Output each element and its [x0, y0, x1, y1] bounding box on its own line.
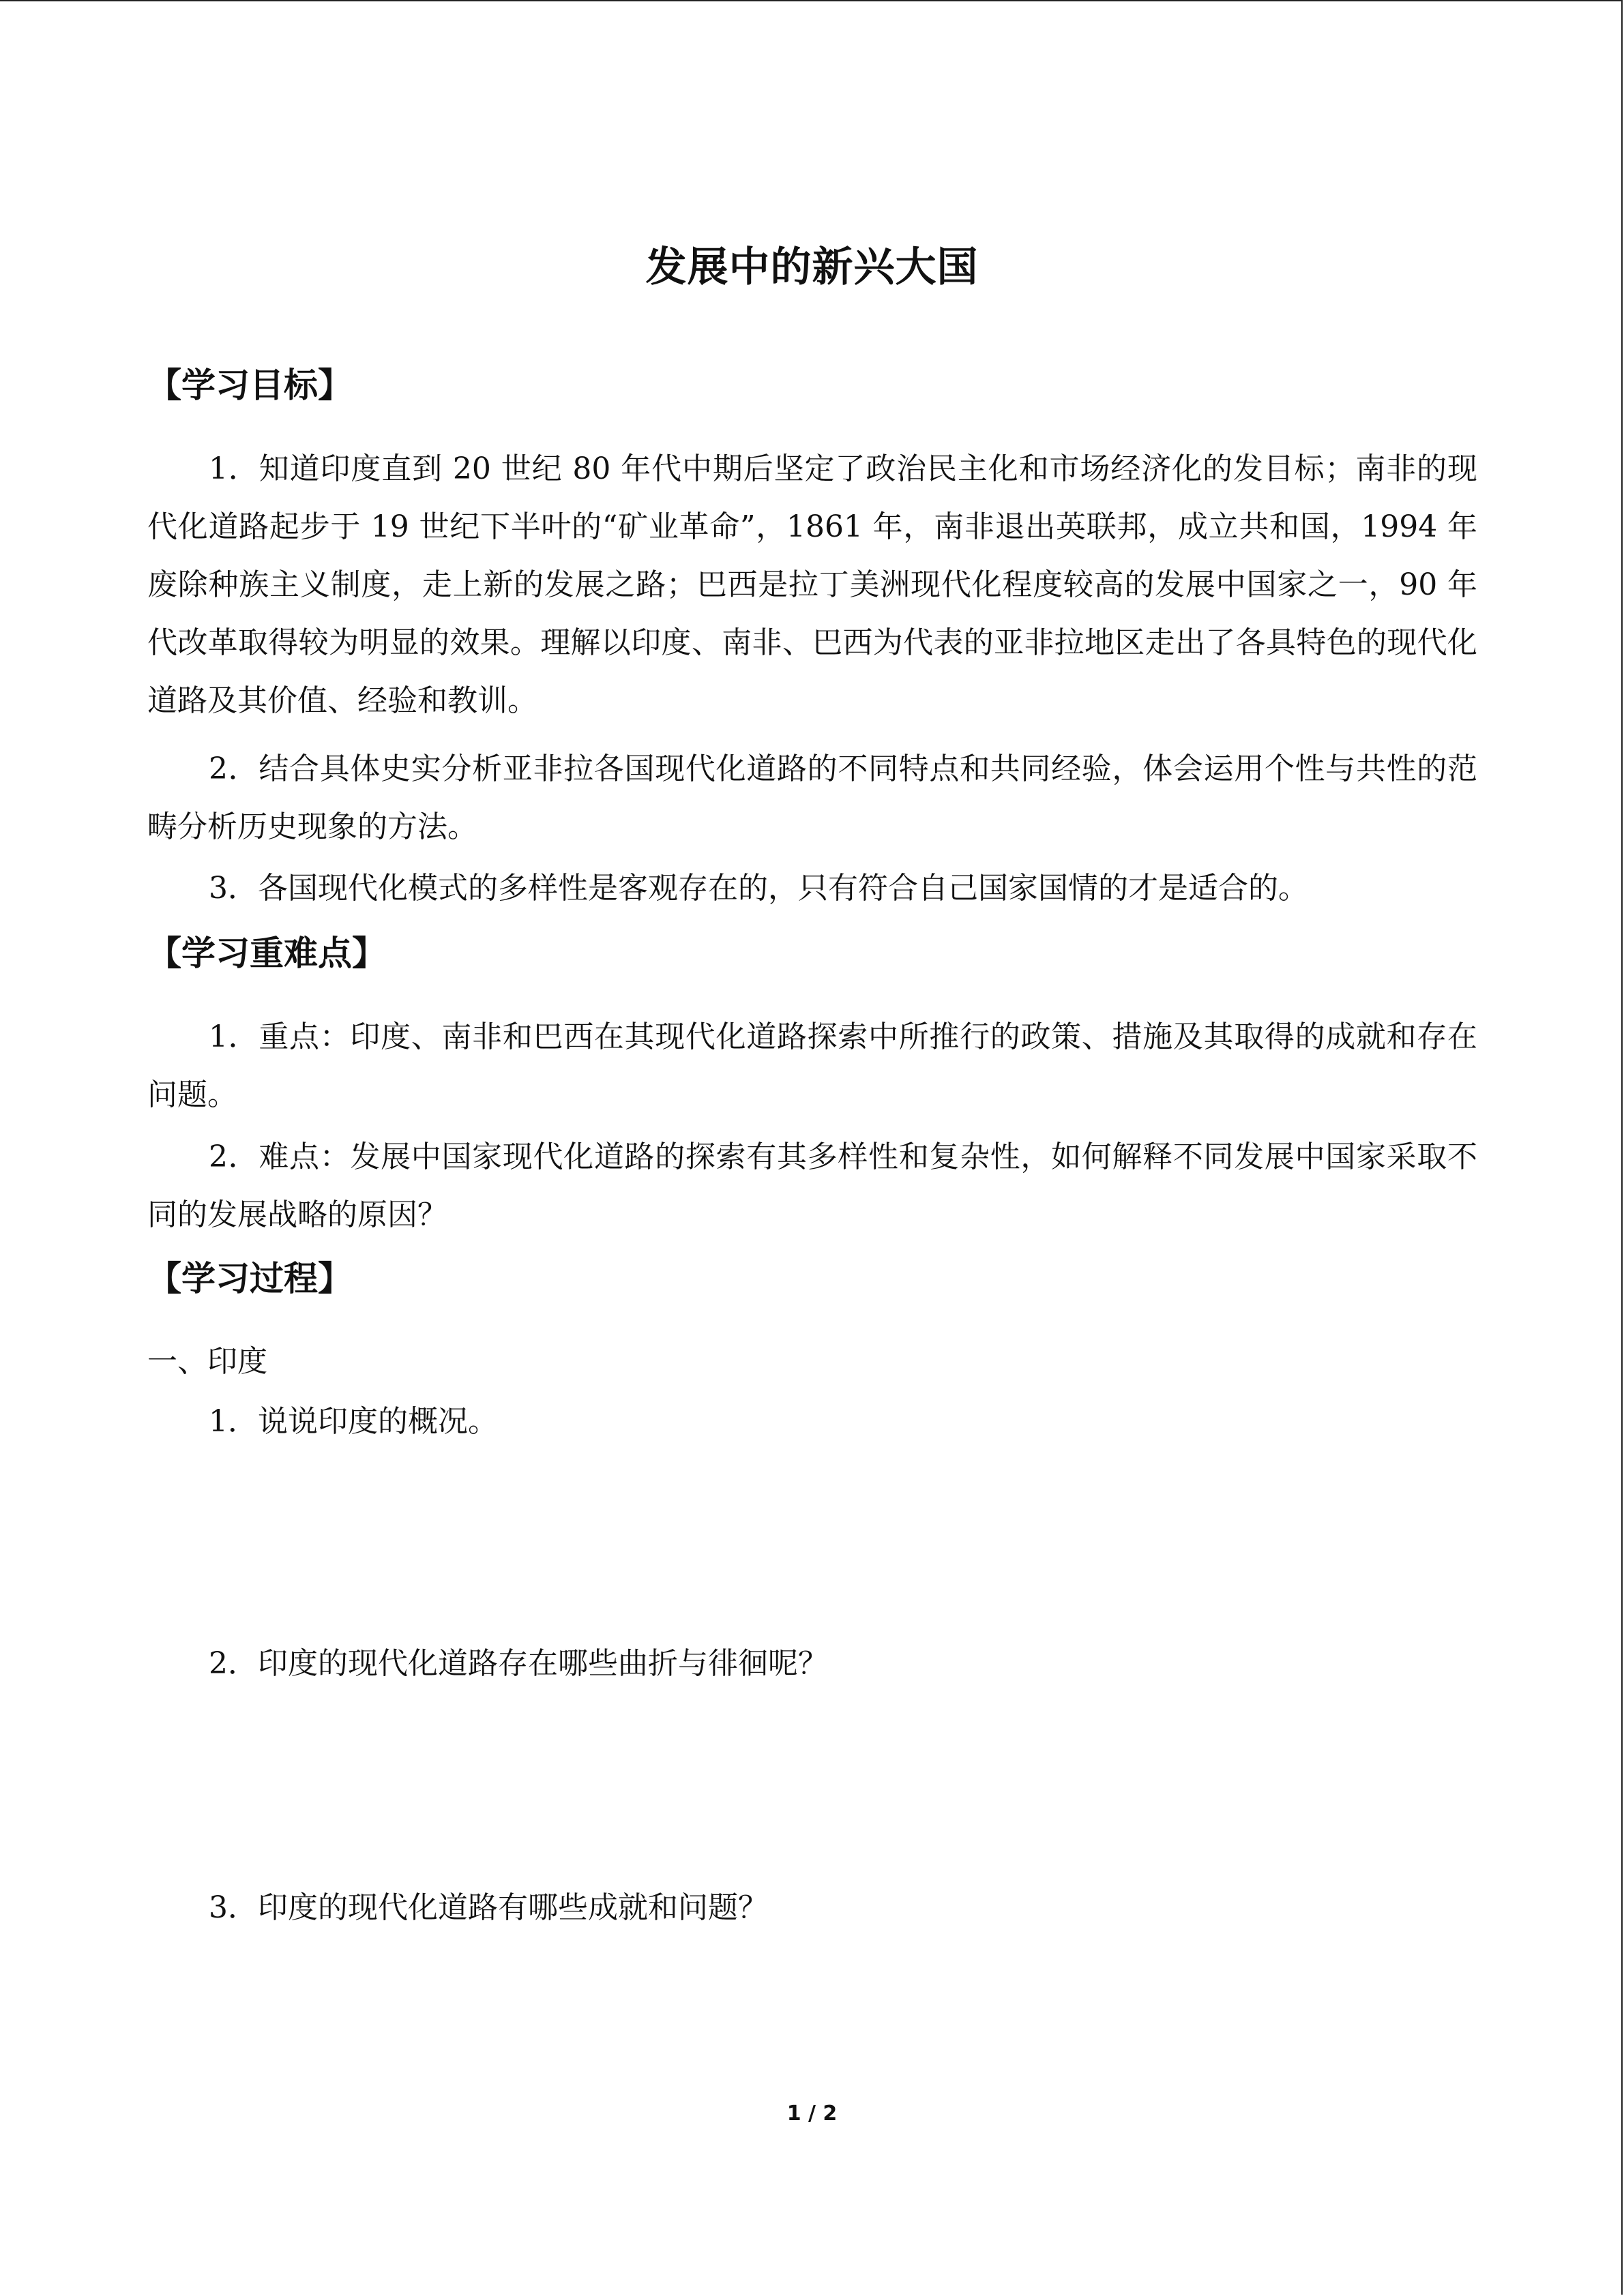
objective-item-3: 3．各国现代化模式的多样性是客观存在的，只有符合自己国家国情的才是适合的。	[209, 871, 1308, 906]
objectives-heading: 【学习目标】	[147, 366, 352, 405]
document-title: 发展中的新兴大国	[645, 243, 979, 292]
key-point-item-2: 2．难点：发展中国家现代化道路的探索有其多样性和复杂性，如何解释不同发展中国家采取不同的发展战略的原因？	[147, 1139, 1477, 1232]
answer-space-1[interactable]	[209, 1452, 1477, 1630]
objective-item-1: 1．知道印度直到 20 世纪 80 年代中期后坚定了政治民主化和市场经济化的发目标；南非的现代化道路起步于 19 世纪下半叶的“矿业革命”，1861 年，南非退出英联邦，成立共和国，1994 年废除种族主义制度，走上新的发展之路；巴西是拉丁美洲现代化程度较高的发展中国家之一，90 年代改革取得较为明显的效果。理解以印度、南非、巴西为代表的亚非拉地区走出了各具特色的现代化道路及其价值、经验和教训。	[147, 451, 1477, 718]
answer-space-2[interactable]	[209, 1695, 1477, 1879]
key-point-item-1: 1．重点：印度、南非和巴西在其现代化道路探索中所推行的政策、措施及其取得的成就和存在问题。	[147, 1019, 1477, 1112]
question-3: 3．印度的现代化道路有哪些成就和问题？	[209, 1890, 768, 1925]
page-number: 1 / 2	[786, 2102, 838, 2126]
answer-space-3[interactable]	[209, 1939, 1477, 2075]
question-2: 2．印度的现代化道路存在哪些曲折与徘徊呢？	[209, 1646, 828, 1681]
key-points-heading: 【学习重难点】	[147, 934, 386, 973]
objective-item-2: 2．结合具体史实分析亚非拉各国现代化道路的不同特点和共同经验，体会运用个性与共性的范畴分析历史现象的方法。	[147, 751, 1477, 844]
question-1: 1．说说印度的概况。	[209, 1404, 498, 1439]
process-heading: 【学习过程】	[147, 1259, 352, 1298]
subsection-india-title: 一、印度	[147, 1344, 267, 1379]
